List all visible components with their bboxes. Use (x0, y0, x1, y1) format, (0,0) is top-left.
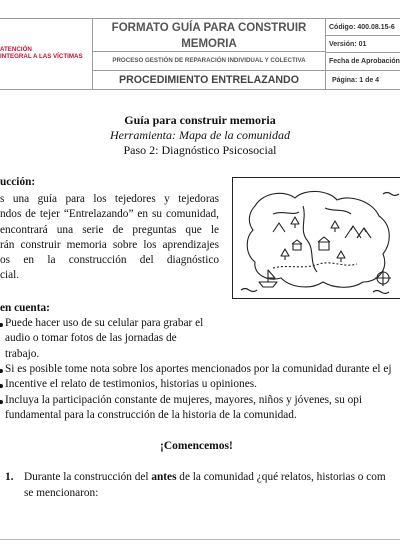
version-cell (325, 35, 400, 53)
question-number: 1. (5, 471, 14, 483)
community-map-image (232, 177, 400, 299)
question-1 (24, 470, 400, 485)
intro-line: cial. (0, 269, 20, 282)
header-approval: Fecha de Aprobación (329, 58, 400, 65)
bullet-item (5, 377, 400, 392)
bullet-dot (0, 369, 3, 373)
header-page: Página: 1 de 4 (332, 77, 380, 84)
bullet-line: Incluya la participación constante de mujeres, mayores, niños y jóvenes, su opi (5, 394, 363, 406)
question-1-text: Durante la construcción del (24, 471, 152, 483)
intro-line: s una guía para los tejedores y tejedoras (0, 193, 219, 205)
bullet-dot (0, 400, 3, 404)
logo-cell (0, 18, 93, 90)
intro-line: os en la construcción del diagnóstico (0, 254, 219, 267)
code-cell (325, 18, 400, 36)
question-1-emphasis: antes (151, 471, 177, 483)
page-cell (325, 70, 400, 90)
procedure-cell (92, 70, 326, 90)
bullet-dot (0, 384, 3, 388)
logo-line-2: INTEGRAL A LAS VÍCTIMAS (0, 53, 83, 60)
header-title-line-1: FORMATO GUÍA PARA CONSTRUIR MEMORIA (111, 22, 307, 50)
bullet-line: Puede hacer uso de su celular para grabar el (5, 317, 204, 329)
doc-subtitle: Herramienta: Mapa de la comunidad (110, 128, 290, 142)
intro-line: ndos de tejer “Entrelazando” en su comunidad, (0, 208, 219, 221)
header-title (93, 19, 325, 52)
header-process: PROCESO GESTIÓN DE REPARACIÓN INDIVIDUAL Y COLECTIVA (112, 57, 306, 64)
doc-title: Guía para construir memoria (124, 113, 276, 127)
process-cell (92, 51, 326, 71)
title-cell (92, 18, 326, 52)
doc-step: Paso 2: Diagnóstico Psicosocial (123, 143, 277, 157)
question-1-line-2: se mencionaron: (24, 487, 99, 499)
bullet-line: fundamental para la construcción de la historia de la comunidad. (5, 409, 297, 422)
bullet-line: trabajo. (5, 347, 40, 360)
document-header (0, 18, 400, 90)
bullet-dot (0, 323, 3, 327)
intro-line: rán construir memoria sobre los aprendizajes (0, 238, 219, 251)
bullet-line: audio o tomar fotos de las jornadas de (5, 332, 177, 345)
bullet-item (5, 393, 400, 424)
bullet-line: Si es posible tome nota sobre los aportes mencionados por la comunidad durante el ej (5, 363, 392, 375)
question-1-text-end: de la comunidad ¿qué relatos, historias o com (176, 471, 386, 483)
approval-cell (325, 52, 400, 71)
header-version: Versión: 01 (329, 41, 367, 48)
bullet-line: Incentive el relato de testimonios, historias u opiniones. (5, 378, 257, 390)
header-code: Código: 400.08.15-6 (329, 24, 395, 31)
intro-paragraph (0, 192, 219, 284)
keep-in-mind-heading: en cuenta: (0, 302, 50, 314)
intro-heading: ucción: (0, 176, 36, 188)
page-divider (0, 539, 400, 540)
start-heading: ¡Comencemos! (160, 440, 233, 452)
logo-line-1: ATENCIÓN (0, 46, 32, 53)
header-procedure: PROCEDIMIENTO ENTRELAZANDO (119, 74, 299, 86)
bullet-item (5, 316, 220, 362)
bullet-item (5, 362, 400, 377)
intro-line: encontrará una serie de preguntas que le (0, 223, 219, 236)
community-map-sketch-icon (233, 178, 400, 299)
